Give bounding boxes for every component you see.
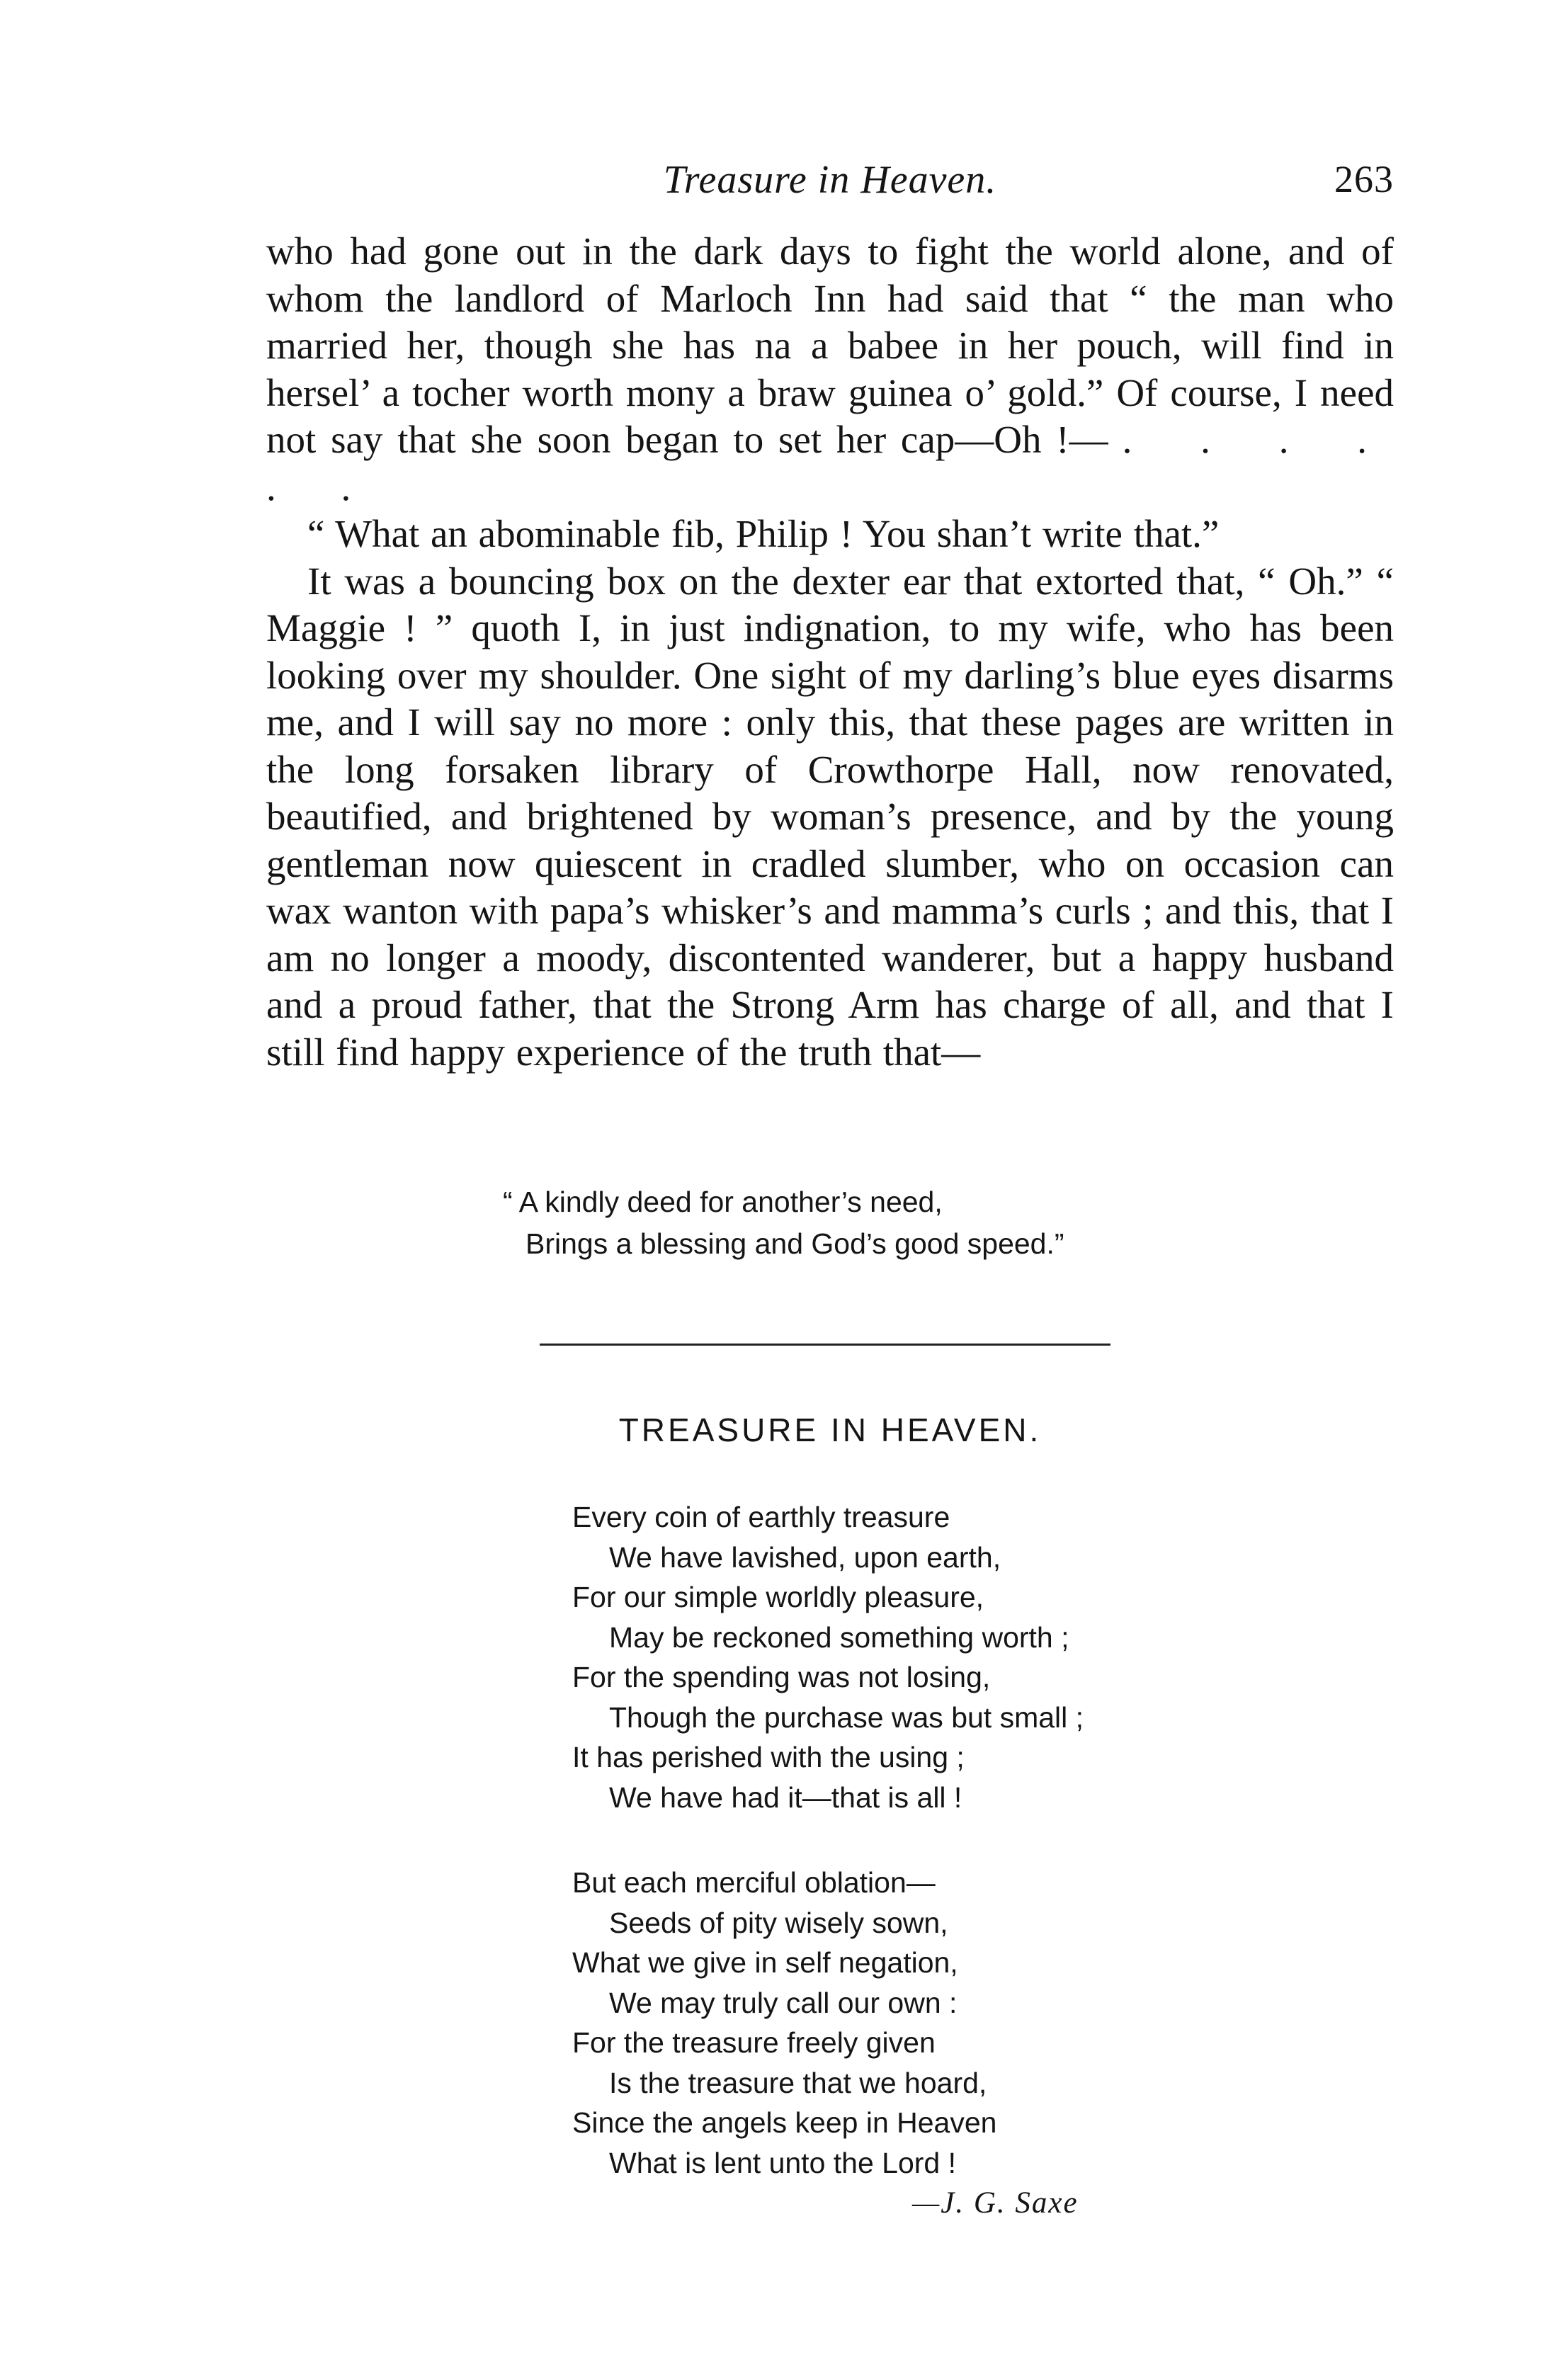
poem-line: For the spending was not losing, (572, 1661, 991, 1693)
poem-line: We may truly call our own : (609, 1986, 958, 2019)
poem-line: Though the purchase was but small ; (609, 1700, 1084, 1734)
poem-line: Since the angels keep in Heaven (572, 2106, 997, 2139)
poem-stanza-1 (572, 1497, 1387, 1817)
poem-line: Is the treasure that we hoard, (609, 2066, 987, 2099)
page-header (266, 157, 1394, 214)
poem-line: May be reckoned something worth ; (609, 1620, 1069, 1654)
poem-stanza-2 (572, 1863, 1387, 2183)
paragraph-closing: It was a bouncing box on the dexter ear that extorted that, “ Oh.” “ Maggie ! ” quoth I, in just indignation, to my wife, who has been looking over my shoulder. One sight of my darling’s blue eyes disarms me, and I will say no more : only this, that these pages are written in the long forsaken library of Crowthorpe Hall, now renovated, beautified, and brightened by woman’s presence, and by the young gentleman now quiescent in cradled slumber, who on occasion can wax wanton with papa’s whisker’s and mamma’s curls ; and this, that I am no longer a moody, discontented wanderer, but a happy husband and a proud father, that the Strong Arm has charge of all, and that I still find happy experience of the truth that— (266, 559, 1394, 1074)
poem-line: We have had it—that is all ! (609, 1780, 962, 1814)
prose-body (266, 228, 1394, 1076)
poem-line: Every coin of earthly treasure (572, 1501, 950, 1533)
paragraph-dialogue: “ What an abominable fib, Philip ! You shan’t write that.” (307, 512, 1220, 555)
poem-line: We have lavished, upon earth, (609, 1540, 1001, 1574)
motto-line: “ A kindly deed for another’s need, (503, 1186, 943, 1218)
page-number: 263 (1334, 158, 1394, 200)
poem-line: Seeds of pity wisely sown, (609, 1906, 948, 1939)
poem-title: TREASURE IN HEAVEN. (618, 1412, 1042, 1448)
poem-line: But each merciful oblation— (572, 1866, 936, 1899)
poem-line: For our simple worldly pleasure, (572, 1581, 984, 1613)
ellipsis-dots: . . . . . . (266, 418, 1394, 509)
poem-line: It has perished with the using ; (572, 1741, 965, 1773)
poem-line: For the treasure freely given (572, 2026, 936, 2059)
poem-line: What is lent unto the Lord ! (609, 2146, 956, 2179)
paragraph-text: who had gone out in the dark days to fight the world alone, and of whom the landlord of Marloch Inn had said that “ the man who married her, though she has na a babee in her pouch, will find in hersel’ a tocher worth mony a braw guinea o’ gold.” Of course, I need not say that she soon began to set her cap—Oh !— (266, 229, 1394, 461)
running-title: Treasure in Heaven. (663, 158, 997, 202)
poem-attribution: —J. G. Saxe (912, 2186, 1079, 2220)
section-divider (540, 1344, 1110, 1346)
motto-verse (503, 1181, 1211, 1265)
poem-line: What we give in self negation, (572, 1946, 958, 1979)
motto-line: Brings a blessing and God’s good speed.” (525, 1227, 1064, 1260)
paragraph-continuation (266, 228, 1394, 511)
